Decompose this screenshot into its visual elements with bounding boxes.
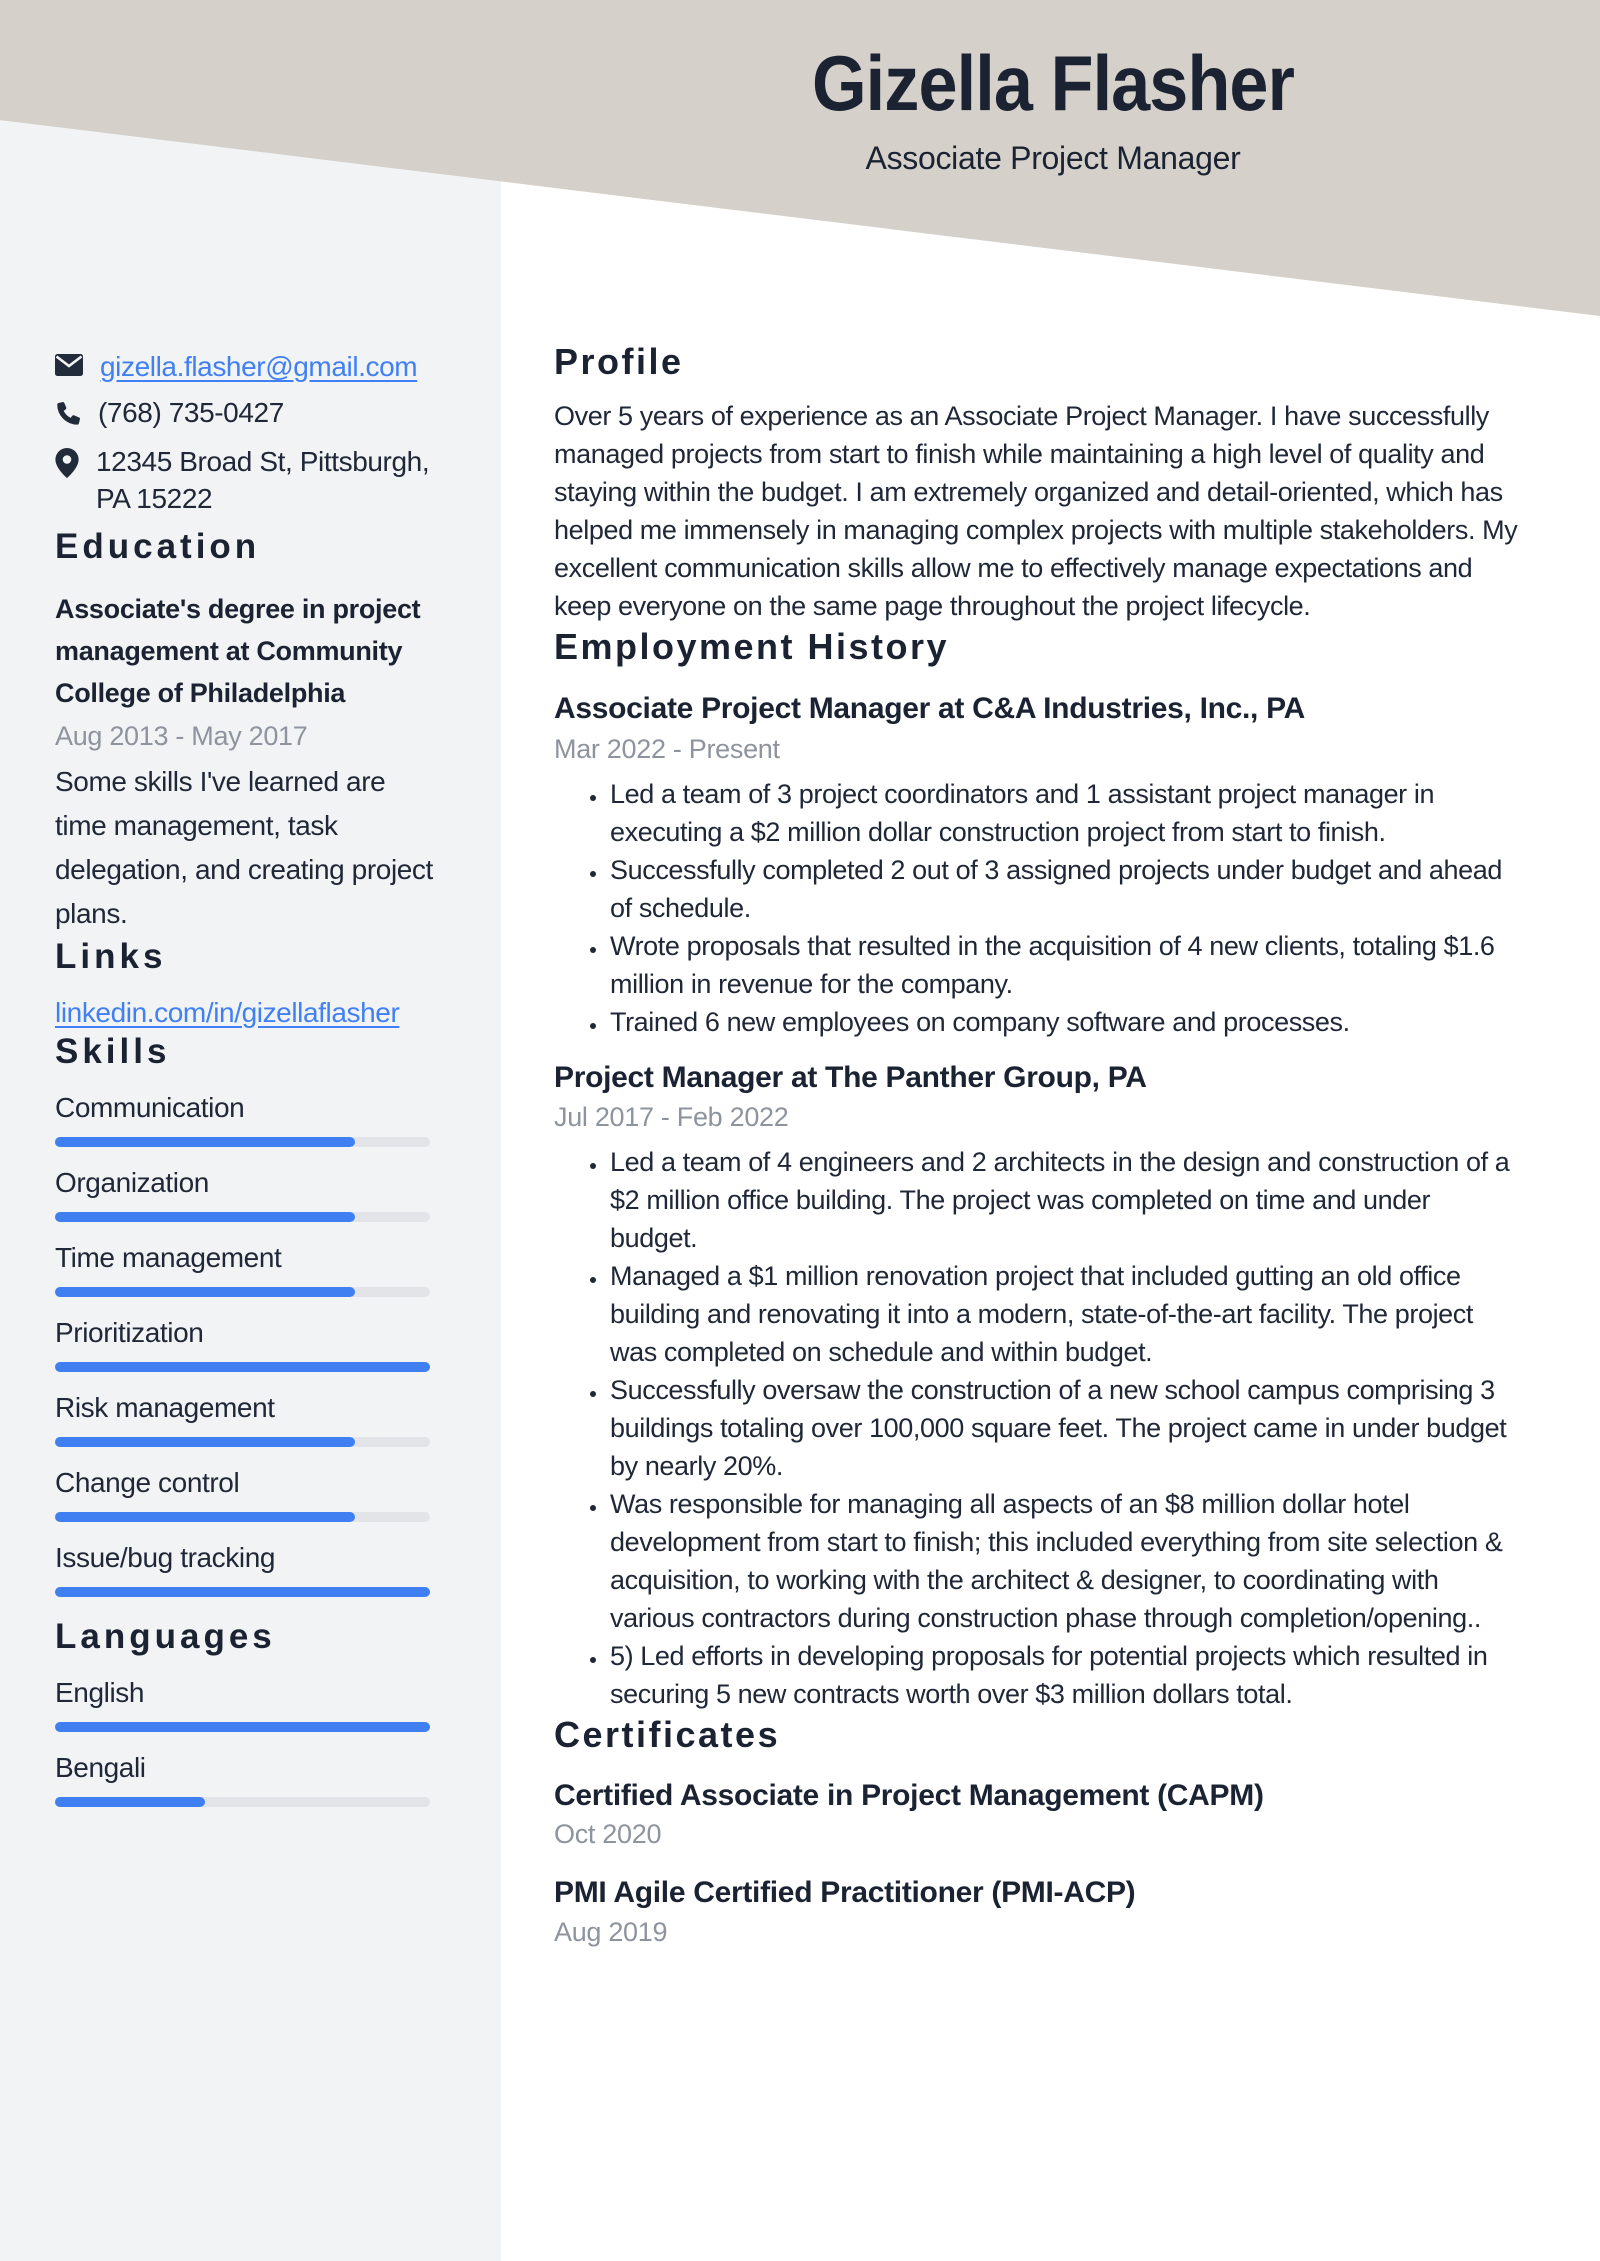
skill-bar-fill [55, 1212, 355, 1222]
certificates-heading: Certificates [554, 1714, 781, 1756]
skill-bar-track [55, 1587, 430, 1597]
employment-heading: Employment History [554, 626, 950, 668]
language-label: English [55, 1677, 145, 1708]
education-heading: Education [55, 527, 261, 566]
skill-bar-fill [55, 1287, 355, 1297]
address-text: 12345 Broad St, Pittsburgh, PA 15222 [96, 446, 430, 514]
job-bullet-list [554, 775, 1520, 1041]
contact-phone-row [55, 394, 435, 434]
certificate-date: Aug 2019 [554, 1916, 668, 1947]
contact-email-row [55, 348, 435, 385]
skill-label: Time management [55, 1242, 282, 1273]
email-link[interactable]: gizella.flasher@gmail.com [100, 351, 418, 382]
profile-section [554, 340, 1520, 625]
skills-list [55, 1091, 435, 1597]
education-section [55, 526, 435, 936]
language-item [55, 1751, 435, 1807]
skill-bar-fill [55, 1587, 430, 1597]
phone-number: (768) 735-0427 [98, 397, 284, 428]
contact-address-row [55, 443, 435, 517]
certificates-list [554, 1777, 1520, 1948]
languages-list [55, 1676, 435, 1807]
job-title: Project Manager at The Panther Group, PA [554, 1060, 1147, 1094]
skills-heading: Skills [55, 1032, 171, 1071]
language-bar-fill [55, 1797, 205, 1807]
skill-bar-fill [55, 1437, 355, 1447]
job-bullet: • Managed a $1 million renovation project that included gutting an old office building and renovating it into a modern, state-of-the-art facility. The project was completed on schedule and within budget. [608, 1257, 1520, 1371]
location-pin-icon [55, 443, 79, 487]
language-bar-track [55, 1722, 430, 1732]
certificate-entry [554, 1777, 1520, 1851]
skill-bar-fill [55, 1512, 355, 1522]
skill-label: Communication [55, 1092, 245, 1123]
certificate-title: Certified Associate in Project Management (CAPM) [554, 1778, 1264, 1812]
job-bullet: • Wrote proposals that resulted in the acquisition of 4 new clients, totaling $1.6 million in revenue for the company. [608, 927, 1520, 1003]
phone-icon [55, 394, 81, 434]
skill-label: Risk management [55, 1392, 275, 1423]
links-heading: Links [55, 937, 167, 976]
skill-item [55, 1316, 435, 1372]
language-bar-fill [55, 1722, 430, 1732]
education-dates: Aug 2013 - May 2017 [55, 721, 308, 751]
skill-bar-fill [55, 1362, 430, 1372]
language-label: Bengali [55, 1752, 146, 1783]
certificate-date: Oct 2020 [554, 1819, 662, 1850]
employment-section [554, 625, 1520, 1713]
education-degree: Associate's degree in project management at Community College of Philadelphia [55, 594, 421, 708]
job-entry [554, 690, 1520, 1041]
link-item [55, 994, 435, 1031]
certificate-entry [554, 1874, 1520, 1948]
language-bar-track [55, 1797, 430, 1807]
skill-bar-track [55, 1287, 430, 1297]
job-dates: Mar 2022 - Present [554, 733, 780, 764]
job-bullet: • Trained 6 new employees on company software and processes. [608, 1003, 1520, 1041]
job-entry [554, 1059, 1520, 1714]
links-section [55, 936, 435, 1031]
skill-item [55, 1241, 435, 1297]
header [520, 39, 1586, 177]
skill-bar-track [55, 1437, 430, 1447]
skill-item [55, 1166, 435, 1222]
skill-label: Issue/bug tracking [55, 1542, 276, 1573]
languages-heading: Languages [55, 1617, 276, 1656]
job-title: Associate Project Manager at C&A Industries, Inc., PA [554, 692, 1305, 726]
job-bullet-list [554, 1143, 1520, 1713]
links-list [55, 994, 435, 1031]
skill-bar-track [55, 1512, 430, 1522]
person-job-title: Associate Project Manager [865, 140, 1241, 176]
skill-item [55, 1541, 435, 1597]
skill-label: Organization [55, 1167, 209, 1198]
education-description: Some skills I've learned are time management, task delegation, and creating project plans. [55, 766, 433, 929]
job-bullet: • 5) Led efforts in developing proposals for potential projects which resulted in securing 5 new contracts worth over $3 million dollars total. [608, 1637, 1520, 1713]
job-bullet: • Led a team of 3 project coordinators and 1 assistant project manager in executing a $2 million dollar construction project from start to finish. [608, 775, 1520, 851]
skills-section [55, 1031, 435, 1597]
certificate-title: PMI Agile Certified Practitioner (PMI-ACP) [554, 1876, 1136, 1910]
sidebar [55, 348, 435, 1826]
skill-label: Prioritization [55, 1317, 204, 1348]
linkedin-link[interactable]: linkedin.com/in/gizellaflasher [55, 997, 400, 1028]
job-bullet: • Successfully oversaw the construction of a new school campus comprising 3 buildings totaling over 100,000 square feet. The project came in under budget by nearly 20%. [608, 1371, 1520, 1485]
languages-section [55, 1616, 435, 1807]
certificates-section [554, 1713, 1520, 1947]
skill-item [55, 1466, 435, 1522]
profile-heading: Profile [554, 341, 684, 382]
language-item [55, 1676, 435, 1732]
job-bullet: • Successfully completed 2 out of 3 assigned projects under budget and ahead of schedule. [608, 851, 1520, 927]
skill-item [55, 1391, 435, 1447]
skill-label: Change control [55, 1467, 240, 1498]
skill-bar-fill [55, 1137, 355, 1147]
job-bullet: • Led a team of 4 engineers and 2 architects in the design and construction of a $2 million office building. The project was completed on time and under budget. [608, 1143, 1520, 1257]
skill-bar-track [55, 1362, 430, 1372]
person-name: Gizella Flasher [811, 39, 1295, 127]
skill-bar-track [55, 1212, 430, 1222]
envelope-icon [55, 348, 83, 385]
profile-text: Over 5 years of experience as an Associate Project Manager. I have successfully managed projects from start to finish while maintaining a high level of quality and staying within the budget. I am extremely organized and detail-oriented, which has helped me immensely in managing complex projects with multiple stakeholders. My excellent communication skills allow me to effectively manage expectations and keep everyone on the same page throughout the project lifecycle. [554, 401, 1518, 622]
main-column [554, 340, 1520, 1948]
skill-item [55, 1091, 435, 1147]
skill-bar-track [55, 1137, 430, 1147]
job-dates: Jul 2017 - Feb 2022 [554, 1102, 789, 1133]
job-bullet: • Was responsible for managing all aspects of an $8 million dollar hotel development from start to finish; this included everything from site selection & acquisition, to working with the architect & designer, to coordinating with various contractors during construction phase through completion/opening.. [608, 1485, 1520, 1637]
